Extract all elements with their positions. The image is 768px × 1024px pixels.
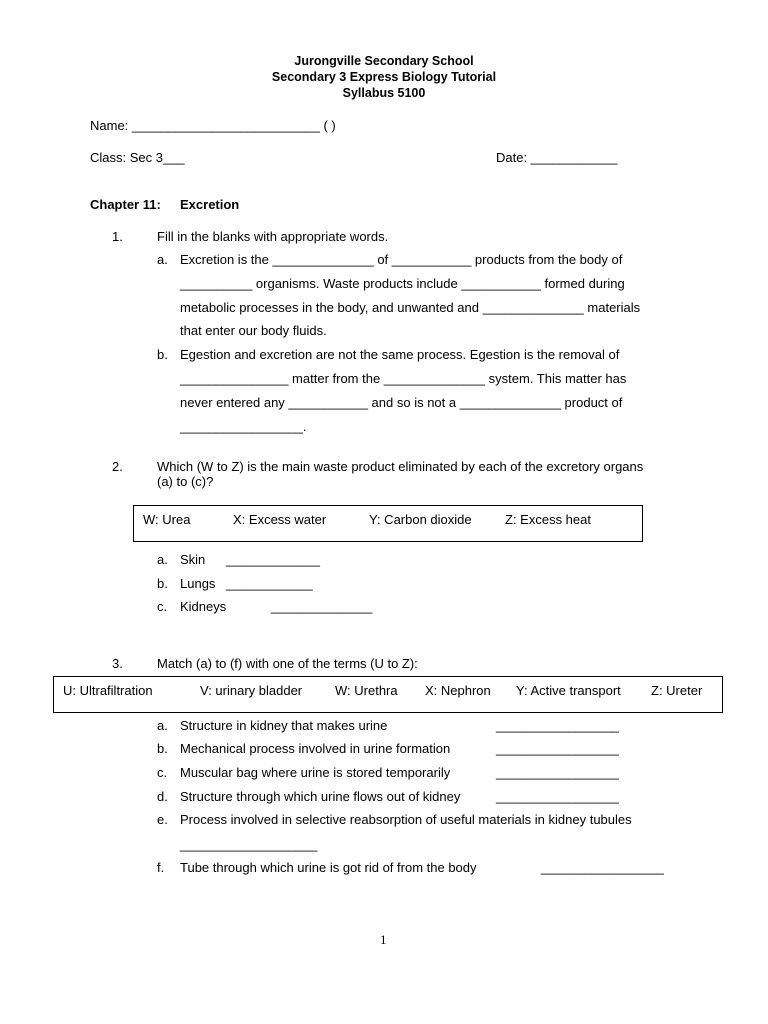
syllabus-code: Syllabus 5100 <box>342 86 426 100</box>
q3-item-text: Process involved in selective reabsorption of useful materials in kidney tubules <box>180 812 632 827</box>
chapter-title: Excretion <box>180 197 240 212</box>
name-field: Name: __________________________ ( ) <box>90 118 336 133</box>
q3-item-blank: ___________________ <box>180 837 318 852</box>
q2-item-label: a. <box>157 552 168 567</box>
q1a-line: __________ organisms. Waste products include ___________ formed during <box>180 276 625 291</box>
q2-prompt: Which (W to Z) is the main waste product eliminated by each of the excretory organs <box>157 459 644 474</box>
school-name: Jurongville Secondary School <box>294 54 474 68</box>
q2-item-text: Lungs <box>180 576 216 591</box>
q1b-label: b. <box>157 347 168 362</box>
q3-option: W: Urethra <box>335 683 398 698</box>
q2-item-text: Skin <box>180 552 206 567</box>
chapter-label: Chapter 11: <box>90 197 161 212</box>
q3-item-blank: _________________ <box>496 765 619 780</box>
q1a-line: that enter our body fluids. <box>180 323 327 338</box>
q2-item-text: Kidneys <box>180 599 227 614</box>
q2-prompt: (a) to (c)? <box>157 474 214 489</box>
q3-number: 3. <box>112 656 123 671</box>
q3-item-label: a. <box>157 718 168 733</box>
q3-item-text: Structure in kidney that makes urine <box>180 718 388 733</box>
q3-item-label: e. <box>157 812 168 827</box>
q3-option: Y: Active transport <box>516 683 621 698</box>
q1b-line: _______________ matter from the ______________ system. This matter has <box>180 371 627 386</box>
q3-item-blank: _________________ <box>496 741 619 756</box>
q3-item-label: d. <box>157 789 168 804</box>
q3-option: X: Nephron <box>425 683 491 698</box>
q1b-line: never entered any ___________ and so is not a ______________ product of <box>180 395 623 410</box>
class-field: Class: Sec 3___ <box>90 150 185 165</box>
q3-item-label: b. <box>157 741 168 756</box>
q3-option: V: urinary bladder <box>200 683 303 698</box>
q2-option: Y: Carbon dioxide <box>369 512 472 527</box>
q2-item-blank: ______________ <box>271 599 373 614</box>
q2-option: X: Excess water <box>233 512 327 527</box>
course-title: Secondary 3 Express Biology Tutorial <box>271 70 497 84</box>
q1-prompt: Fill in the blanks with appropriate words. <box>157 229 389 244</box>
q2-option: W: Urea <box>143 512 191 527</box>
q3-item-blank: _________________ <box>496 789 619 804</box>
q3-item-blank: _________________ <box>541 860 664 875</box>
q1a-line: metabolic processes in the body, and unwanted and ______________ materials <box>180 300 641 315</box>
q2-item-label: b. <box>157 576 168 591</box>
q3-item-text: Mechanical process involved in urine formation <box>180 741 451 756</box>
q2-item-label: c. <box>157 599 168 614</box>
q3-option: U: Ultrafiltration <box>63 683 153 698</box>
q3-item-blank: _________________ <box>496 718 619 733</box>
q3-item-label: c. <box>157 765 168 780</box>
q1-number: 1. <box>112 229 123 244</box>
q2-number: 2. <box>112 459 123 474</box>
q3-item-text: Tube through which urine is got rid of from the body <box>180 860 477 875</box>
q3-prompt: Match (a) to (f) with one of the terms (U to Z): <box>157 656 418 671</box>
q3-item-text: Muscular bag where urine is stored temporarily <box>180 765 451 780</box>
q1a-line: Excretion is the ______________ of ___________ products from the body of <box>180 252 623 267</box>
q2-item-blank: _____________ <box>226 552 320 567</box>
q3-option: Z: Ureter <box>651 683 703 698</box>
q2-option: Z: Excess heat <box>505 512 591 527</box>
q1b-line: Egestion and excretion are not the same process. Egestion is the removal of <box>180 347 620 362</box>
date-field: Date: ____________ <box>496 150 618 165</box>
q1b-line: _________________. <box>180 419 307 434</box>
q3-item-label: f. <box>157 860 165 875</box>
q3-item-text: Structure through which urine flows out of kidney <box>180 789 461 804</box>
q2-item-blank: ____________ <box>226 576 313 591</box>
page-number: 1 <box>380 932 387 947</box>
q1a-label: a. <box>157 252 168 267</box>
